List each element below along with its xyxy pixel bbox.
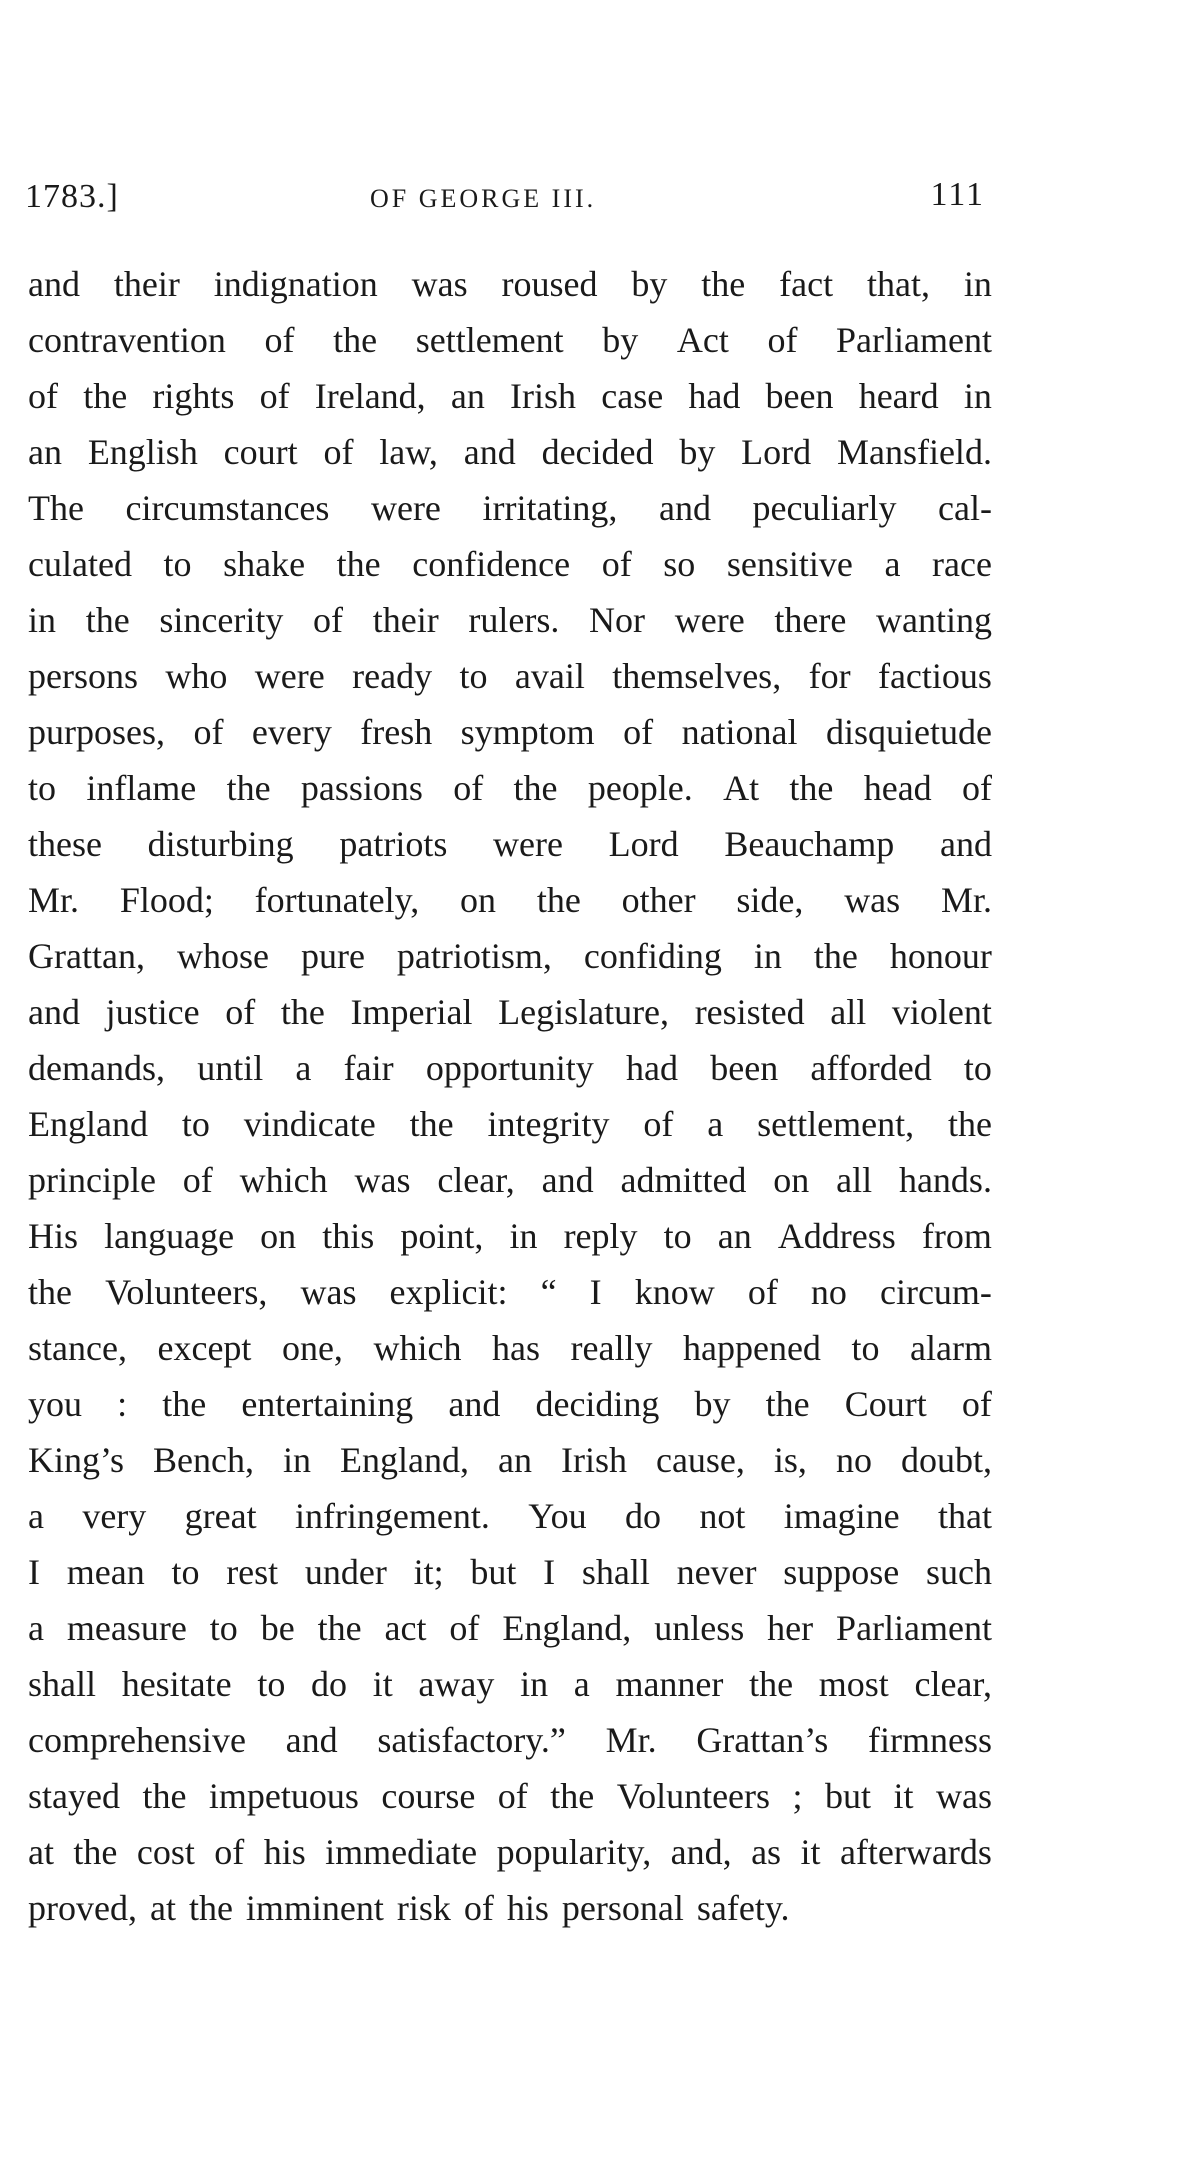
text-line: persons who were ready to avail themselves, for factious <box>28 656 992 696</box>
text-line: and justice of the Imperial Legislature, resisted all violent <box>28 992 992 1032</box>
text-line: The circumstances were irritating, and peculiarly cal- <box>28 488 992 528</box>
text-line: culated to shake the confidence of so sensitive a race <box>28 544 992 584</box>
text-line: King’s Bench, in England, an Irish cause, is, no doubt, <box>28 1440 992 1480</box>
running-head-title: OF GEORGE III. <box>370 184 597 213</box>
text-line: demands, until a fair opportunity had been afforded to <box>28 1048 992 1088</box>
running-head <box>25 178 985 228</box>
text-line: I mean to rest under it; but I shall never suppose such <box>28 1552 992 1592</box>
text-line: at the cost of his immediate popularity, and, as it afterwards <box>28 1832 992 1872</box>
text-line: stance, except one, which has really happened to alarm <box>28 1328 992 1368</box>
text-line: shall hesitate to do it away in a manner the most clear, <box>28 1664 992 1704</box>
text-line: contravention of the settlement by Act of Parliament <box>28 320 992 360</box>
text-line: purposes, of every fresh symptom of national disquietude <box>28 712 992 752</box>
text-line: His language on this point, in reply to an Address from <box>28 1216 992 1256</box>
text-line: Grattan, whose pure patriotism, confiding in the honour <box>28 936 992 976</box>
text-line: Mr. Flood; fortunately, on the other side, was Mr. <box>28 880 992 920</box>
text-line: the Volunteers, was explicit: “ I know of no circum- <box>28 1272 992 1312</box>
text-line: stayed the impetuous course of the Volunteers ; but it was <box>28 1776 992 1816</box>
running-head-year: 1783.] <box>25 178 119 215</box>
text-line: proved, at the imminent risk of his personal safety. <box>28 1888 790 1928</box>
text-line: these disturbing patriots were Lord Beauchamp and <box>28 824 992 864</box>
text-line: principle of which was clear, and admitted on all hands. <box>28 1160 992 1200</box>
text-line: a very great infringement. You do not imagine that <box>28 1496 992 1536</box>
text-line: to inflame the passions of the people. At the head of <box>28 768 992 808</box>
text-line: England to vindicate the integrity of a settlement, the <box>28 1104 992 1144</box>
text-line: an English court of law, and decided by Lord Mansfield. <box>28 432 992 472</box>
text-line: and their indignation was roused by the fact that, in <box>28 264 992 304</box>
text-line: a measure to be the act of England, unless her Parliament <box>28 1608 992 1648</box>
text-line: you : the entertaining and deciding by the Court of <box>28 1384 992 1424</box>
page-number: 111 <box>930 176 985 213</box>
body-text <box>28 256 992 1936</box>
text-line: in the sincerity of their rulers. Nor were there wanting <box>28 600 992 640</box>
text-line: of the rights of Ireland, an Irish case had been heard in <box>28 376 992 416</box>
text-line: comprehensive and satisfactory.” Mr. Grattan’s firmness <box>28 1720 992 1760</box>
